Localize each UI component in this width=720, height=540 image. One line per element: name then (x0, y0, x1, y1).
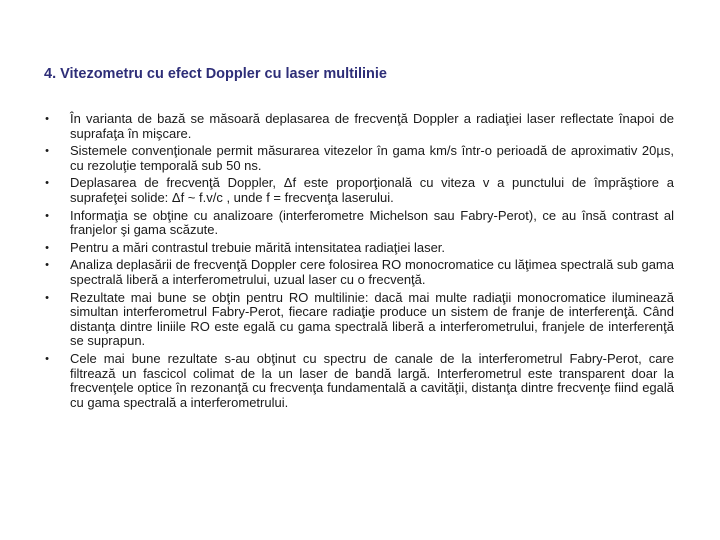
bullet-marker: • (45, 113, 49, 125)
bullet-item (40, 209, 674, 238)
bullet-marker: • (45, 352, 49, 365)
bullet-text: Rezultate mai bune se obţin pentru RO multilinie: dacă mai multe radiaţii monocromatice iluminează simultan interferometrul Fabry-Perot, fiecare radiaţie produce un sistem de franje de interferenţă. Când distanţa dintre liniile RO este egală cu gama spectrală liberă a interferometrului, franjele de interferenţă se suprapun. (70, 289, 674, 349)
bullet-item (40, 176, 674, 205)
bullet-text: Analiza deplasării de frecvenţă Doppler cere folosirea RO monocromatice cu lăţimea spectrală sub gama spectrală liberă a interferometrului, uzual laser cu o frecvenţă. (70, 257, 674, 287)
bullet-marker: • (45, 209, 49, 222)
bullet-text: Pentru a mări contrastul trebuie mărită intensitatea radiaţiei laser. (70, 239, 446, 255)
bullet-marker: • (45, 177, 49, 190)
bullet-marker: • (45, 291, 49, 304)
bullet-item (40, 241, 674, 256)
bullet-text: Informaţia se obţine cu analizoare (interferometre Michelson sau Fabry-Perot), ce au însă contrast al franjelor şi gama scăzute. (70, 207, 674, 238)
bullet-text: Sistemele convenţionale permit măsurarea vitezelor în gama km/s într-o perioadă de aproximativ 20µs, cu rezoluţie temporală sub 50 ns. (70, 143, 674, 173)
bullet-item (40, 291, 674, 349)
bullet-list (40, 112, 674, 413)
bullet-text: Cele mai bune rezultate s-au obţinut cu spectru de canale de la interferometrul Fabry-Perot, care filtrează un fascicol colimat de la un laser de bandă largă. Interferometrul este transparent doar la frecvenţele optice în rezonanţă cu frecvenţa fundamentală a cavităţii, distanţa dintre frecvenţe fiind egală cu gama spectrală a interferometrului. (70, 350, 674, 410)
bullet-marker: • (45, 145, 49, 158)
bullet-item (40, 352, 674, 410)
bullet-text: În varianta de bază se măsoară deplasarea de frecvenţă Doppler a radiaţiei laser reflectate înapoi de suprafaţa în mişcare. (70, 111, 674, 141)
bullet-marker: • (45, 241, 49, 254)
bullet-item (40, 112, 674, 141)
bullet-item (40, 258, 674, 287)
bullet-text: Deplasarea de frecvenţă Doppler, Δf este proporţională cu viteza v a punctului de împrăştiore a suprafeţei solide: Δf ~ f.v/c , unde f = frecvenţa laserului. (70, 175, 674, 205)
bullet-marker: • (45, 259, 49, 272)
slide-title: 4. Vitezometru cu efect Doppler cu laser multilinie (44, 66, 387, 82)
bullet-item (40, 144, 674, 173)
